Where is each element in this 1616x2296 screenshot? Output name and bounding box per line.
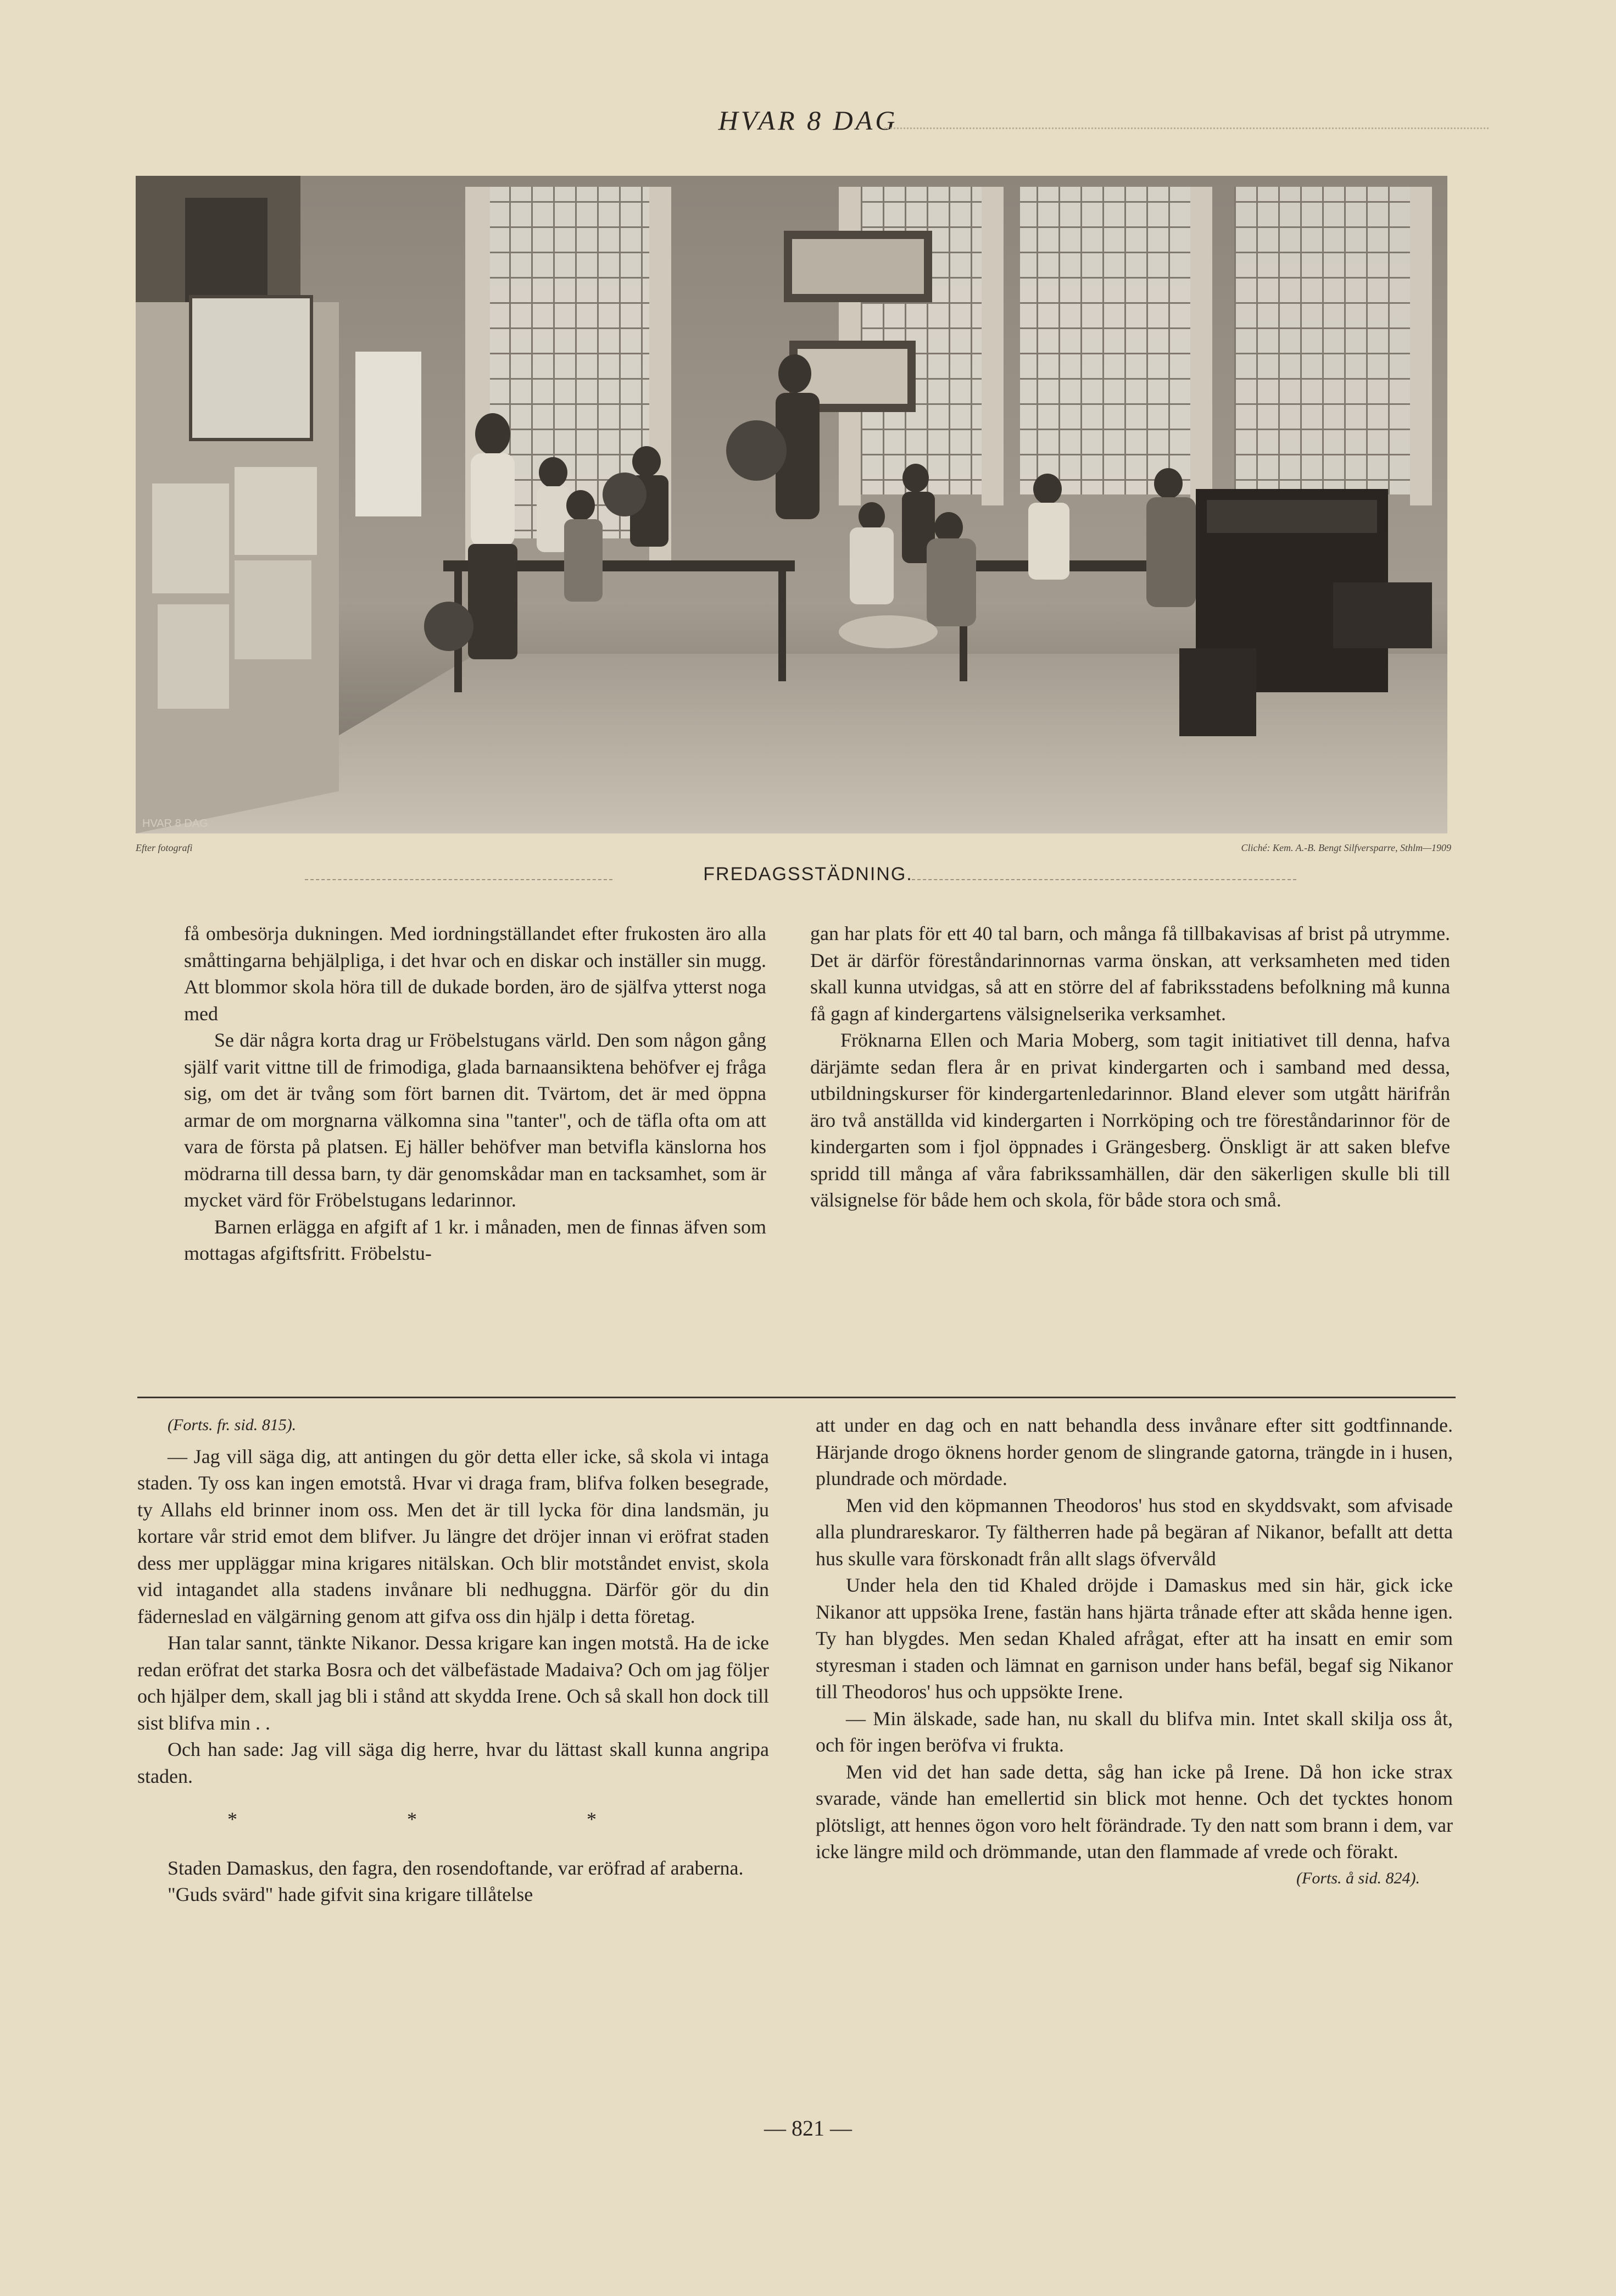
header-rule — [884, 127, 1489, 130]
paragraph: att under en dag och en natt behandla dess invånare efter sitt godtfinnande. Härjande drogo öknens horder genom de slingrande gatorna, trängde in i husen, plundrade och mördade. — [816, 1414, 1453, 1489]
photo-caption: FREDAGSSTÄDNING. — [703, 864, 913, 885]
paragraph: — Min älskade, sade han, nu skall du blifva min. Intet skall skilja oss åt, och för ingen beröfva vi frukta. — [816, 1707, 1453, 1756]
paragraph: Staden Damaskus, den fagra, den rosendoftande, var eröfrad af araberna. — [168, 1856, 744, 1879]
photo-credit-left: Efter fotografi — [136, 842, 193, 853]
classroom-photo-illustration — [136, 176, 1447, 833]
photo-watermark: HVAR 8 DAG — [142, 818, 208, 830]
paragraph: Barnen erlägga en afgift af 1 kr. i månaden, men de finnas äfven som mottagas afgiftsfritt. Fröbelstu- — [184, 1215, 766, 1264]
section-divider — [137, 1397, 1456, 1398]
article-column-1 — [184, 920, 766, 1267]
paragraph: Han talar sannt, tänkte Nikanor. Dessa krigare kan ingen motstå. Ha de icke redan eröfrat det starka Bosra och det välbefästade Madaiva? Och om jag följer och hjälper dem, skall jag bli i stånd att skydda Irene. Och så skall hon dock till sist blifva min . . — [137, 1632, 769, 1734]
continued-on-note: (Forts. å sid. 824). — [1296, 1869, 1420, 1887]
article-column-2 — [810, 920, 1450, 1214]
photo-credit-right: Cliché: Kem. A.-B. Bengt Silfversparre, Sthlm—1909 — [1241, 842, 1451, 853]
page-header: HVAR 8 DAG — [718, 105, 898, 136]
paragraph: Se där några korta drag ur Fröbelstugans värld. Den som någon gång själf varit vittne till de frimodiga, glada barnaansiktena behöfver ej fråga sig, om det är tvång som fört barnen dit. Tvärtom, det är med öppna armar de om morgnarna välkomna sina "tanter", och de täfla ofta om att vara de första på platsen. Ej häller behöfver man betvifla känslorna hos mödrarna till dessa barn, ty där genomskådar man en tacksamhet, som är mycket värd för Fröbelstugans ledarinnor. — [184, 1029, 766, 1211]
paragraph: Men vid det han sade detta, såg han icke på Irene. Då hon icke strax svarade, vände han emellertid sin blick mot henne. Och det tycktes honom plötsligt, att hennes ögon voro helt förändrade. Ty den natt som brann i dem, var icke längre mild och drömmande, utan den flammade af vrede och förakt. — [816, 1760, 1453, 1863]
story-column-2 — [816, 1412, 1453, 1892]
story-column-1 — [137, 1412, 769, 1908]
page-number: — 821 — — [764, 2116, 852, 2141]
paragraph: — Jag vill säga dig, att antingen du gör detta eller icke, så skola vi intaga staden. Ty oss kan ingen emotstå. Hvar vi draga fram, blifva folken besegrade, ty Allahs eld brinner inom oss. Men det är till lycka för dina landsmän, ju kortare vår strid emot dem blifver. Ju längre det dröjer innan vi eröfrat staden dess mer uppläggar mina krigares nitälskan. Och blir motståndet envist, skola vid intagandet alla stadens invånare bli nedhuggna. Därför gör du din fäderneslad en välgärning genom att gifva oss din hjälp i detta företag. — [137, 1445, 769, 1627]
classroom-photo — [136, 176, 1447, 833]
paragraph: Fröknarna Ellen och Maria Moberg, som tagit initiativet till denna, hafva därjämte sedan flera år en privat kindergarten och i samband med dessa, utbildningskurser för kindergartenledarinnor. Bland elever som utgått härifrån äro två anställda vid kindergarten i Norrköping och tre föreståndarinnor för de kindergarten som i fjol öppnades i Grängesberg. Önskligt är att saken blefve spridd till många af våra fabrikssamhällen, där den säkerligen skulle bli till välsignelse för både hem och skola, för både stora och små. — [810, 1029, 1450, 1211]
paragraph: Och han sade: Jag vill säga dig herre, hvar du lättast skall kunna angripa staden. — [137, 1738, 769, 1787]
paragraph: "Guds svärd" hade gifvit sina krigare tillåtelse — [168, 1883, 533, 1905]
paragraph: gan har plats för ett 40 tal barn, och många få tillbakavisas af brist på utrymme. Det är därför föreståndarinnornas varma önskan, att verksamheten med tiden skall kunna utvidgas, så att en större del af fabriksstadens befolkning må kunna få gagn af kindergartens välsignelserika verksamhet. — [810, 922, 1450, 1025]
paragraph: Under hela den tid Khaled dröjde i Damaskus med sin här, gick icke Nikanor att uppsöka Irene, fastän hans hjärta trånade efter att skåda henne igen. Ty han blygdes. Men sedan Khaled afrågat, efter att ha insatt en emir som styresman i staden och lämnat en garnison under hans befäl, begaf sig Nikanor till Theodoros' hus och uppsökte Irene. — [816, 1574, 1453, 1703]
paragraph: få ombesörja dukningen. Med iordningställandet efter frukosten äro alla småttingarna behjälpliga, i det hvar och en diskar och inställer sin mugg. Att blommor skola höra till de dukade borden, äro de själfva ytterst noga med — [184, 922, 766, 1025]
section-break-stars: * * * — [227, 1808, 679, 1830]
continued-from-note: (Forts. fr. sid. 815). — [168, 1416, 297, 1434]
paragraph: Men vid den köpmannen Theodoros' hus stod en skyddsvakt, som afvisade alla plundrareskaror. Ty fältherren hade på begäran af Nikanor, befallt att detta hus skulle vara förskonadt från allt slags öfvervåld — [816, 1494, 1453, 1570]
